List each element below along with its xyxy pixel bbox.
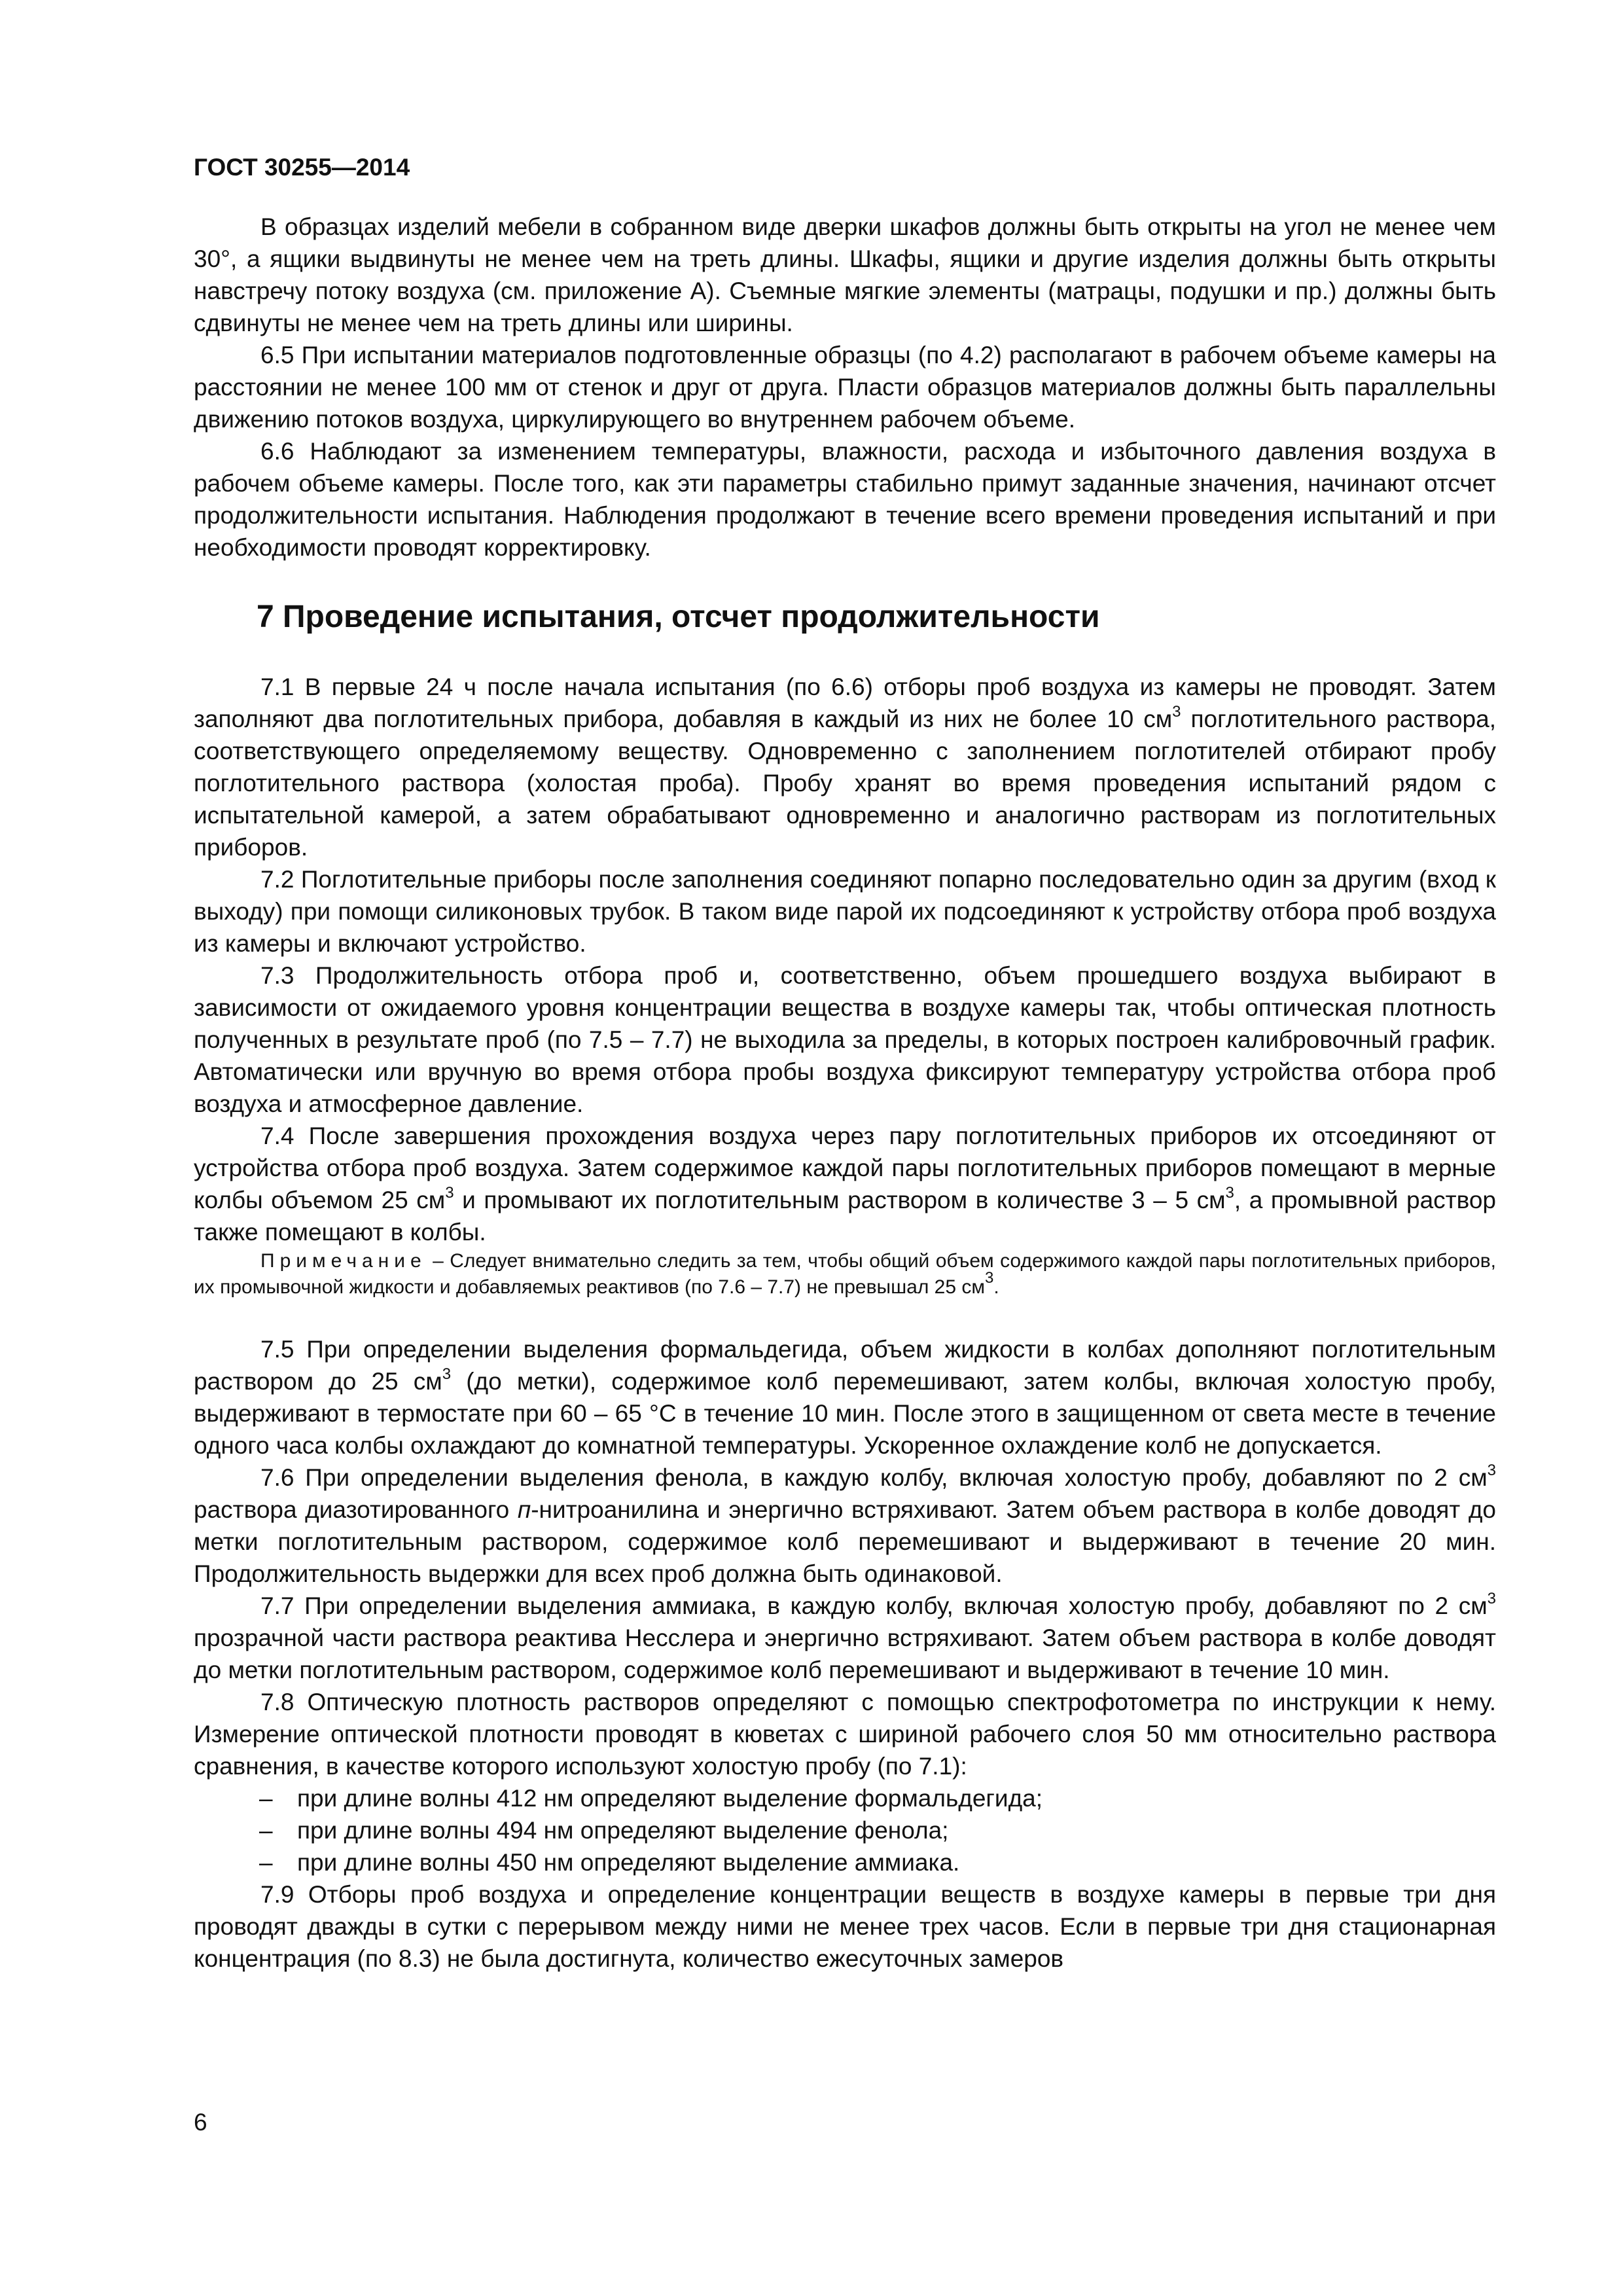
paragraph-7-4: 7.4 После завершения прохождения воздуха через пару поглотительных приборов их отсоединяют от устройства отбора проб воздуха. Затем содержимое каждой пары поглотительных приборов помещают в мерные колбы объемом 25 $см^3$ и промывают их поглотительным раствором в количестве 3 – 5 $см^3$, а промывной раствор также помещают в колбы. [194,1122,1496,1246]
list-item: – при длине волны 494 нм определяют выделение фенола; [259,1817,949,1844]
paragraph-7-1: 7.1 В первые 24 ч после начала испытания (по 6.6) отборы проб воздуха из камеры не проводят. Затем заполняют два поглотительных прибора, добавляя в каждый из них не более 10 $см^3$ поглотительного раствора, соответствующего определяемому веществу. Одновременно с заполнением поглотителей отбирают пробу поглотительного раствора (холостая проба). Пробу хранят во время проведения испытаний рядом с испытательной камерой, а затем обрабатывают одновременно и аналогично растворам из поглотительных приборов. [194,673,1496,861]
wavelength-list [194,1782,1496,1878]
paragraph-7-3: 7.3 Продолжительность отбора проб и, соответственно, объем прошедшего воздуха выбирают в зависимости от ожидаемого уровня концентрации вещества в воздухе камеры так, чтобы оптическая плотность полученных в результате проб (по 7.5 – 7.7) не выходила за пределы, в которых построен калибровочный график. Автоматически или вручную во время отбора пробы воздуха фиксируют температуру устройства отбора проб воздуха и атмосферное давление. [194,962,1496,1117]
paragraph-7-5: 7.5 При определении выделения формальдегида, объем жидкости в колбах дополняют поглотительным раствором до 25 $см^3$ (до метки), содержимое колб перемешивают, затем колбы, включая холостую пробу, выдерживают в термостате при 60 – 65 °С в течение 10 мин. После этого в защищенном от света месте в течение одного часа колбы охлаждают до комнатной температуры. Ускоренное охлаждение колб не допускается. [194,1336,1496,1459]
paragraph-7-6: 7.6 При определении выделения фенола, в каждую колбу, включая холостую пробу, добавляют по 2 $см^3$ раствора диазотированного п-нитроанилина и энергично встряхивают. Затем объем раствора в колбе доводят до метки поглотительным раствором, содержимое колб перемешивают и выдерживают в течение 20 мин. Продолжительность выдержки для всех проб должна быть одинаковой. [194,1462,1496,1587]
document-body [194,211,1496,1975]
list-item: – при длине волны 450 нм определяют выделение аммиака. [259,1849,960,1876]
paragraph-7-7: 7.7 При определении выделения аммиака, в каждую колбу, включая холостую пробу, добавляют по 2 $см^3$ прозрачной части раствора реактива Несслера и энергично встряхивают. Затем объем раствора в колбе доводят до метки поглотительным раствором, содержимое колб перемешивают и выдерживают в течение 10 мин. [194,1590,1496,1683]
paragraph-7-2: 7.2 Поглотительные приборы после заполнения соединяют попарно последовательно один за другим (вход к выходу) при помощи силиконовых трубок. В таком виде парой их подсоединяют к устройству отбора проб воздуха из камеры и включают устройство. [194,866,1496,957]
page-number: 6 [194,2109,207,2136]
paragraph-6-6: 6.6 Наблюдают за изменением температуры, влажности, расхода и избыточного давления воздуха в рабочем объеме камеры. После того, как эти параметры стабильно примут заданные значения, начинают отсчет продолжительности испытания. Наблюдения продолжают в течение всего времени проведения испытаний и при необходимости проводят корректировку. [194,438,1496,561]
section-title: 7 Проведение испытания, отсчет продолжительности [257,600,1100,634]
paragraph-7-8: 7.8 Оптическую плотность растворов определяют с помощью спектрофотометра по инструкции к нему. Измерение оптической плотности проводят в кюветах с шириной рабочего слоя 50 мм относительно раствора сравнения, в качестве которого используют холостую пробу (по 7.1): [194,1689,1496,1780]
note-label: Примечание [260,1250,427,1272]
paragraph-7-9: 7.9 Отборы проб воздуха и определение концентрации веществ в воздухе камеры в первые три дня проводят дважды в сутки с перерывом между ними не менее трех часов. Если в первые три дня стационарная концентрация (по 8.3) не была достигнута, количество ежесуточных замеров [194,1881,1496,1972]
paragraph-furniture-samples: В образцах изделий мебели в собранном виде дверки шкафов должны быть открыты на угол не менее чем 30°, а ящики выдвинуты не менее чем на треть длины. Шкафы, ящики и другие изделия должны быть открыты навстречу потоку воздуха (см. приложение А). Съемные мягкие элементы (матрацы, подушки и пр.) должны быть сдвинуты не менее чем на треть длины или ширины. [194,213,1496,336]
document-header: ГОСТ 30255—2014 [194,154,410,181]
list-item: – при длине волны 412 нм определяют выделение формальдегида; [259,1785,1043,1812]
paragraph-6-5: 6.5 При испытании материалов подготовленные образцы (по 4.2) располагают в рабочем объеме камеры на расстоянии не менее 100 мм от стенок и друг от друга. Пласти образцов материалов должны быть параллельны движению потоков воздуха, циркулирующего во внутреннем рабочем объеме. [194,342,1496,433]
note: Примечание – Следует внимательно следить за тем, чтобы общий объем содержимого каждой пары поглотительных приборов, их промывочной жидкости и добавляемых реактивов (по 7.6 – 7.7) не превышал 25 $см^3$. [194,1250,1496,1298]
